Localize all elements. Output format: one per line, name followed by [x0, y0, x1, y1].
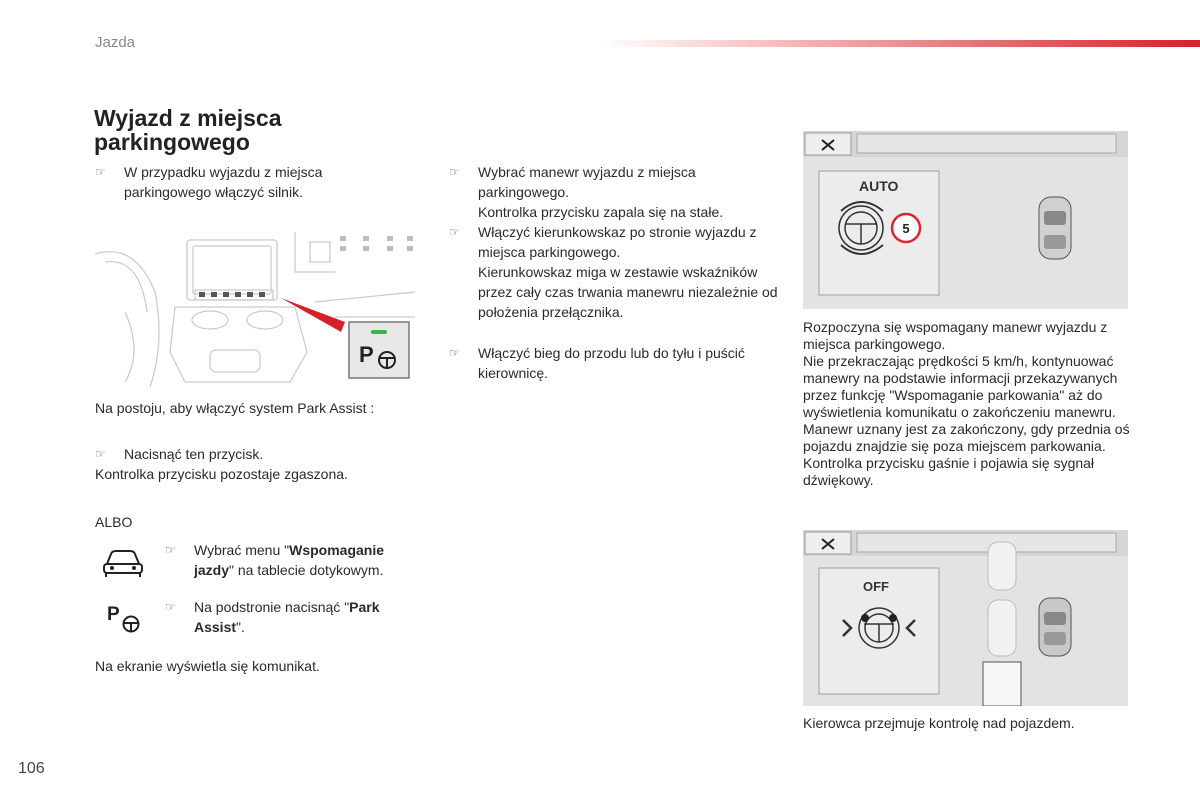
pointer-icon: ☞ — [165, 543, 176, 557]
page-number: 106 — [18, 760, 45, 777]
car-icon — [102, 546, 144, 578]
submenu-name-part1: Park — [349, 599, 380, 615]
header-accent-bar — [600, 40, 1200, 47]
final-text: Kierowca przejmuje kontrolę nad pojazdem. — [803, 715, 1075, 731]
page-title: Wyjazd z miejsca parkingowego — [94, 105, 282, 155]
park-assist-icon — [107, 604, 147, 634]
message-text: Na ekranie wyświetla się komunikat. — [95, 658, 320, 674]
step-select-maneuver — [449, 162, 783, 222]
step-indicator-blink-text: Kierunkowskaz miga w zestawie wskaźników przez cały czas trwania manewru niezależnie od położenia przełącznika. — [478, 264, 778, 320]
step-select-maneuver-text: Wybrać manewr wyjazdu z miejsca parkingowego. — [478, 164, 696, 200]
screen-auto-maneuver — [803, 131, 1128, 309]
step-gear-text: Włączyć bieg do przodu lub do tyłu i puścić kierownicę. — [478, 345, 745, 381]
procedure-continue-text: Nie przekraczając prędkości 5 km/h, kontynuować manewry na podstawie informacji przekazywanych przez funkcję "Wspomaganie parkowania" aż do wyświetlenia komunikatu o zakończeniu manewru. — [803, 353, 1118, 420]
auto-mode-label: AUTO — [859, 178, 899, 194]
lamp-off-text: Kontrolka przycisku pozostaje zgaszona. — [95, 466, 348, 482]
albo-label: ALBO — [95, 514, 133, 530]
procedure-start-text: Rozpoczyna się wspomagany manewr wyjazdu z miejsca parkingowego. — [803, 319, 1108, 352]
pointer-icon: ☞ — [449, 346, 460, 360]
pointer-icon: ☞ — [95, 165, 106, 179]
menu-name-part2: jazdy — [194, 562, 230, 578]
pointer-icon: ☞ — [449, 225, 460, 239]
pointer-icon: ☞ — [95, 447, 106, 461]
button-p-label: P — [359, 342, 374, 367]
off-mode-label: OFF — [863, 579, 889, 594]
submenu-step — [165, 597, 444, 637]
menu-text-post: " na tablecie dotykowym. — [229, 562, 384, 578]
park-assist-icon-p: P — [107, 604, 120, 625]
step-indicator — [449, 222, 783, 322]
step-indicator-text: Włączyć kierunkowskaz po stronie wyjazdu z miejsca parkingowego. — [478, 224, 757, 260]
pointer-icon: ☞ — [165, 600, 176, 614]
intro-step — [95, 162, 394, 202]
menu-text-pre: Wybrać menu " — [194, 542, 290, 558]
intro-text: W przypadku wyjazdu z miejsca parkingowego włączyć silnik. — [124, 164, 323, 200]
speed-limit-value: 5 — [902, 221, 910, 236]
pointer-arrow — [281, 298, 345, 332]
press-text: Nacisnąć ten przycisk. — [124, 446, 264, 462]
step-lamp-on-text: Kontrolka przycisku zapala się na stałe. — [478, 204, 724, 220]
pointer-icon: ☞ — [449, 165, 460, 179]
submenu-text-pre: Na podstronie nacisnąć " — [194, 599, 350, 615]
menu-name-part1: Wspomaganie — [289, 542, 385, 558]
dashboard-illustration — [95, 232, 421, 392]
engage-text: Na postoju, aby włączyć system Park Assist : — [95, 400, 375, 416]
section-label: Jazda — [95, 34, 136, 51]
procedure-complete-text: Manewr uznany jest za zakończony, gdy przednia oś pojazdu znajdzie się poza miejscem parkowania. — [803, 421, 1130, 454]
procedure-signal-text: Kontrolka przycisku gaśnie i pojawia się sygnał dźwiękowy. — [803, 455, 1095, 488]
submenu-name-part2: Assist — [194, 619, 237, 635]
screen-maneuver-off — [803, 530, 1128, 706]
menu-step — [165, 540, 444, 580]
step-gear — [449, 343, 783, 383]
procedure-text — [803, 319, 1133, 489]
button-led-icon — [371, 330, 387, 334]
car-top-view-icon — [1039, 197, 1071, 259]
press-step — [95, 444, 424, 464]
submenu-text-post: ". — [236, 619, 245, 635]
steering-wheel-icon — [121, 614, 141, 634]
